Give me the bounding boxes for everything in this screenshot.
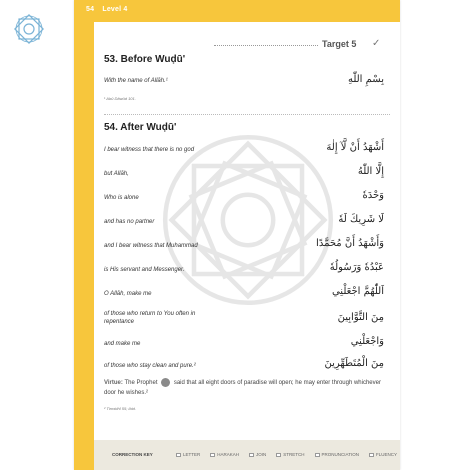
correction-key-item[interactable]: FLUENCY	[369, 452, 397, 457]
virtue-label: Virtue:	[104, 380, 123, 387]
section-54-english-line-3: Who is alone	[104, 195, 139, 201]
section-54-arabic-line-1: أَشْهَدُ أَنْ لَّآ إِلٰهَ	[326, 142, 384, 153]
correction-key-items	[176, 452, 397, 457]
checkbox-icon[interactable]	[210, 453, 215, 457]
page-content	[94, 22, 400, 470]
virtue-text-before: The Prophet	[124, 380, 158, 387]
correction-key-item[interactable]: HARAKAH	[210, 452, 239, 457]
section-53-english-line: With the name of Allāh.¹	[104, 78, 168, 84]
pbuh-seal-icon	[161, 378, 170, 387]
page-number: 54	[86, 6, 95, 13]
checkbox-icon[interactable]	[315, 453, 320, 457]
section-54-english-line-10: of those who stay clean and pure.²	[104, 363, 196, 369]
virtue-note	[104, 378, 390, 398]
page-header	[86, 6, 127, 13]
section-54-title: 54. After Wuḍū'	[104, 122, 177, 133]
section-54-arabic-line-3: وَحْدَهٗ	[362, 190, 384, 201]
section-54-english-line-7: O Allāh, make me	[104, 291, 152, 297]
section-54-english-line-6: is His servant and Messenger.	[104, 267, 185, 273]
section-54-arabic-line-8: مِنَ التَّوَّابِينَ	[337, 312, 384, 323]
geometric-star-logo-icon	[12, 12, 46, 46]
section-54-english-line-1: I bear witness that there is no god	[104, 147, 195, 153]
section-54-arabic-line-2: إِلَّا اللّٰهُ	[357, 166, 384, 177]
dotted-leader	[214, 45, 318, 46]
target-row	[214, 38, 390, 52]
section-54-arabic-line-5: وَأَشْهَدُ أَنَّ مُحَمَّدًا	[316, 238, 384, 249]
book-page	[74, 0, 400, 470]
check-icon[interactable]: ✓	[372, 38, 381, 49]
section-53-arabic-line: بِسْمِ اللّٰهِ	[347, 74, 384, 85]
target-label: Target 5	[322, 39, 357, 49]
level-label: Level 4	[102, 6, 128, 13]
section-54-arabic-line-7: اَللّٰهُمَّ اجْعَلْنِي	[331, 286, 384, 297]
section-54-english-line-2: but Allāh,	[104, 171, 129, 177]
checkbox-icon[interactable]	[249, 453, 254, 457]
section-54-english-line-4: and has no partner	[104, 219, 155, 225]
correction-key-item[interactable]: PRONUNCIATION	[315, 452, 359, 457]
page-edge-band	[74, 0, 94, 470]
section-54-arabic-line-10: مِنَ الْمُتَطَهِّرِينَ	[324, 358, 384, 369]
correction-key-item[interactable]: LETTER	[176, 452, 200, 457]
geometric-star-watermark-icon	[158, 130, 338, 310]
section-53-title: 53. Before Wuḍū'	[104, 54, 186, 65]
correction-key-title: CORRECTION KEY	[112, 452, 153, 457]
correction-key-item[interactable]: JOIN	[249, 452, 266, 457]
correction-key-item[interactable]: STRETCH	[276, 452, 304, 457]
virtue-footnote: ² Tirmidhī 55; Ibid.	[104, 406, 136, 411]
section-54-english-line-5: and I bear witness that Muhammad	[104, 243, 198, 249]
checkbox-icon[interactable]	[176, 453, 181, 457]
section-54-arabic-line-4: لَا شَرِيكَ لَهٗ	[338, 214, 384, 225]
correction-key-bar	[94, 440, 400, 470]
section-divider	[104, 114, 390, 115]
virtue-text-after: said that all eight doors of paradise will open; he may enter through whichever door he wishes.²	[104, 380, 381, 397]
page-header-bar	[74, 0, 400, 22]
checkbox-icon[interactable]	[369, 453, 374, 457]
section-53-footnote: ¹ Abū Dāwūd 101.	[104, 96, 136, 101]
section-54-arabic-line-6: عَبْدُهٗ وَرَسُولُهٗ	[329, 262, 384, 273]
section-54-arabic-line-9: وَاجْعَلْنِي	[350, 336, 384, 347]
section-54-english-line-9: and make me	[104, 341, 141, 347]
section-54-english-line-8: of those who return to You often in repentance	[104, 311, 196, 325]
checkbox-icon[interactable]	[276, 453, 281, 457]
